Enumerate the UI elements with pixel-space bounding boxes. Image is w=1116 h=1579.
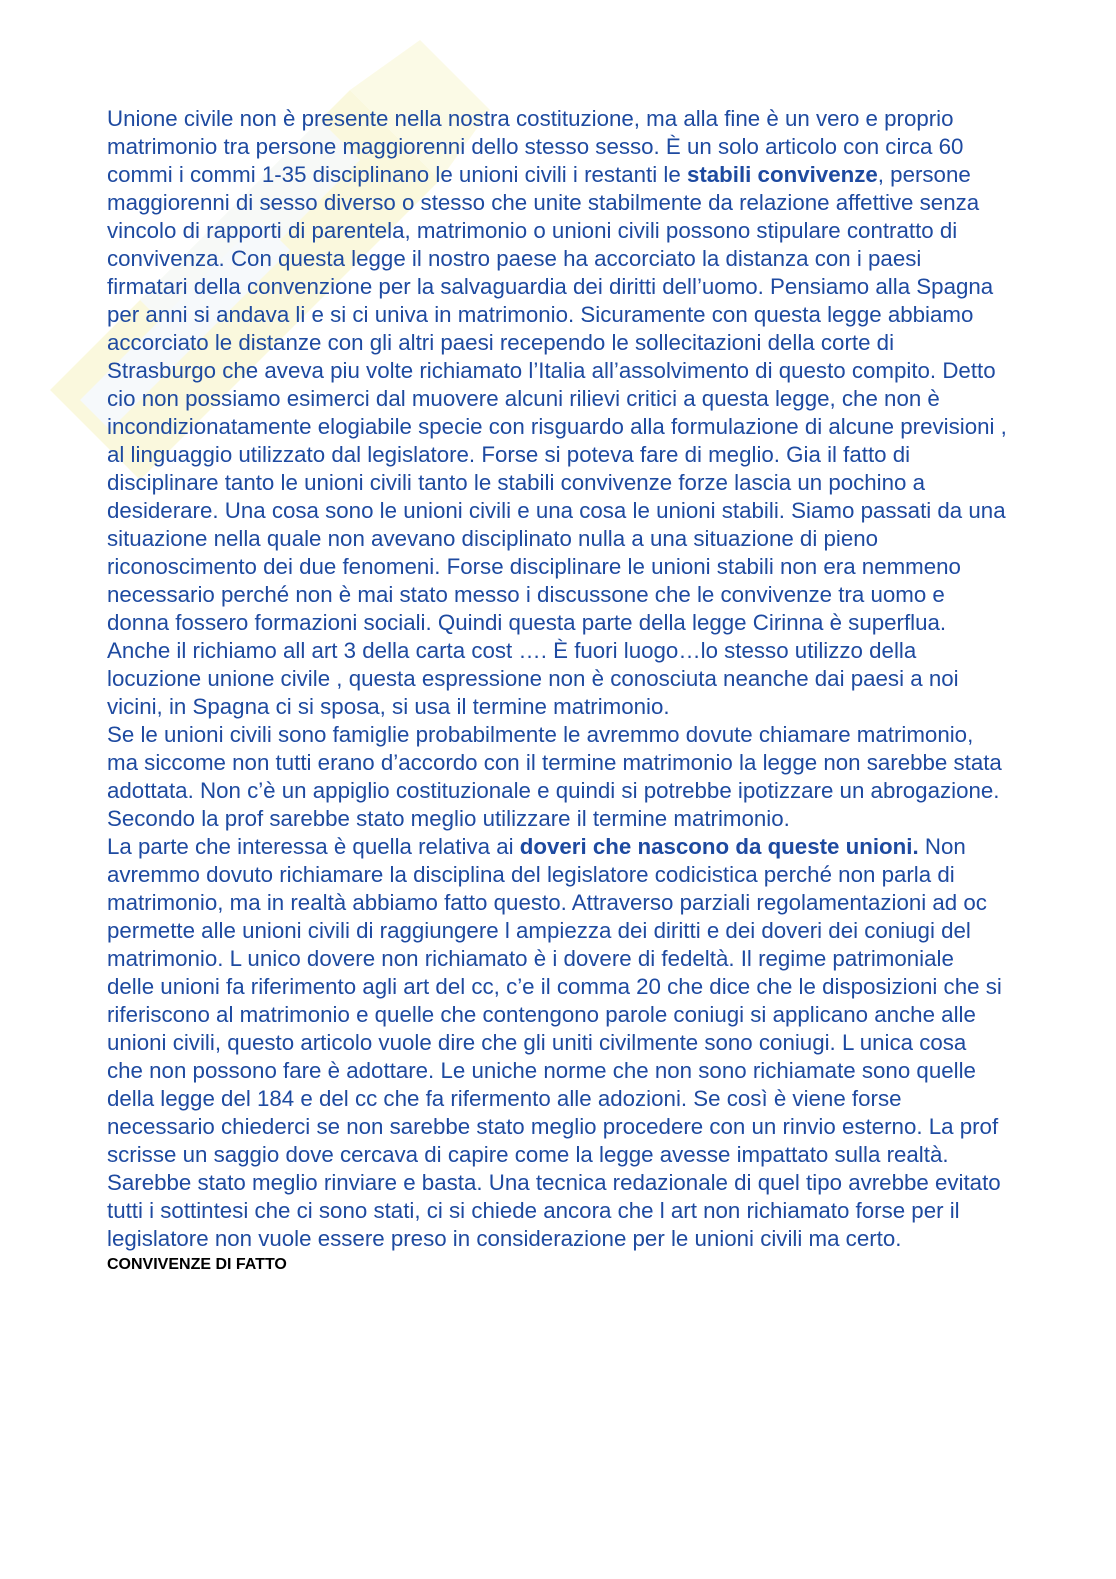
paragraph-doveri — [107, 833, 1007, 1253]
paragraph-unione-civile — [107, 105, 1007, 721]
emphasis-doveri: doveri che nascono da queste unioni. — [519, 834, 919, 859]
section-heading: CONVIVENZE DI FATTO — [107, 1256, 287, 1273]
document-body — [107, 105, 1007, 1275]
paragraph-text: Non avremmo dovuto richiamare la disciplina del legislatore codicistica perché non parla di matrimonio, ma in realtà abbiamo fatto questo. Attraverso parziali regolamentazioni ad oc permette alle unioni civili di raggiungere l ampiezza dei diritti e dei doveri dei coniugi del matrimonio. L unico dovere non richiamato è i dovere di fedeltà. Il regime patrimoniale delle unioni fa riferimento agli art del cc, c’e il comma 20 che dice che le disposizioni che si riferiscono al matrimonio e quelle che contengono parole coniugi si applicano anche alle unioni civili, questo articolo vuole dire che gli uniti civilmente sono coniugi. L unica cosa che non possono fare è adottare. Le uniche norme che non sono richiamate sono quelle della legge del 184 e del cc che fa rifermento alle adozioni. Se così è viene forse necessario chiederci se non sarebbe stato meglio procedere con un rinvio esterno. La prof scrisse un saggio dove cercava di capire come la legge avesse impattato sulla realtà. Sarebbe stato meglio rinviare e basta. Una tecnica redazionale di quel tipo avrebbe evitato tutti i sottintesi che ci sono stati, ci si chiede ancora che l art non richiamato forse per il legislatore non vuole essere preso in considerazione per le unioni civili ma certo. — [107, 834, 1002, 1251]
paragraph-text: , persone maggiorenni di sesso diverso o stesso che unite stabilmente da relazione affettive senza vincolo di rapporti di parentela, matrimonio o unioni civili possono stipulare contratto di convivenza. Con questa legge il nostro paese ha accorciato la distanza con i paesi firmatari della convenzione per la salvaguardia dei diritti dell’uomo. Pensiamo alla Spagna per anni si andava li e si ci univa in matrimonio. Sicuramente con questa legge abbiamo accorciato le distanze con gli altri paesi recependo le sollecitazioni della corte di Strasburgo che aveva piu volte richiamato l’Italia all’assolvimento di questo compito. Detto cio non possiamo esimerci dal muovere alcuni rilievi critici a questa legge, che non è incondizionatamente elogiabile specie con risguardo alla formulazione di alcune previsioni , al linguaggio utilizzato dal legislatore. Forse si poteva fare di meglio. Gia il fatto di disciplinare tanto le unioni civili tanto le stabili convivenze forze lascia un pochino a desiderare. Una cosa sono le unioni civili e una cosa le unioni stabili. Siamo passati da una situazione nella quale non avevano disciplinato nulla a una situazione di pieno riconoscimento dei due fenomeni. Forse disciplinare le unioni stabili non era nemmeno necessario perché non è mai stato messo i discussone che le convivenze tra uomo e donna fossero formazioni sociali. Quindi questa parte della legge Cirinna è superflua. Anche il richiamo all art 3 della carta cost …. È fuori luogo…lo stesso utilizzo della locuzione unione civile , questa espressione non è conosciuta neanche dai paesi a noi vicini, in Spagna ci si sposa, si usa il termine matrimonio. — [107, 162, 1007, 719]
emphasis-stabili-convivenze: stabili convivenze — [686, 162, 878, 187]
paragraph-text: La parte che interessa è quella relativa ai — [107, 834, 520, 859]
paragraph-text: Unione civile non è presente nella nostra costituzione, ma alla fine è un vero e proprio matrimonio tra persone maggiorenni dello stesso sesso. È un solo articolo con circa 60 commi i commi 1-35 disciplinano le unioni civili i restanti le — [107, 106, 964, 187]
paragraph-famiglie: Se le unioni civili sono famiglie probabilmente le avremmo dovute chiamare matrimonio, ma siccome non tutti erano d’accordo con il termine matrimonio la legge non sarebbe stata adottata. Non c’è un appiglio costituzionale e quindi si potrebbe ipotizzare un abrogazione. Secondo la prof sarebbe stato meglio utilizzare il termine matrimonio. — [107, 722, 1002, 831]
